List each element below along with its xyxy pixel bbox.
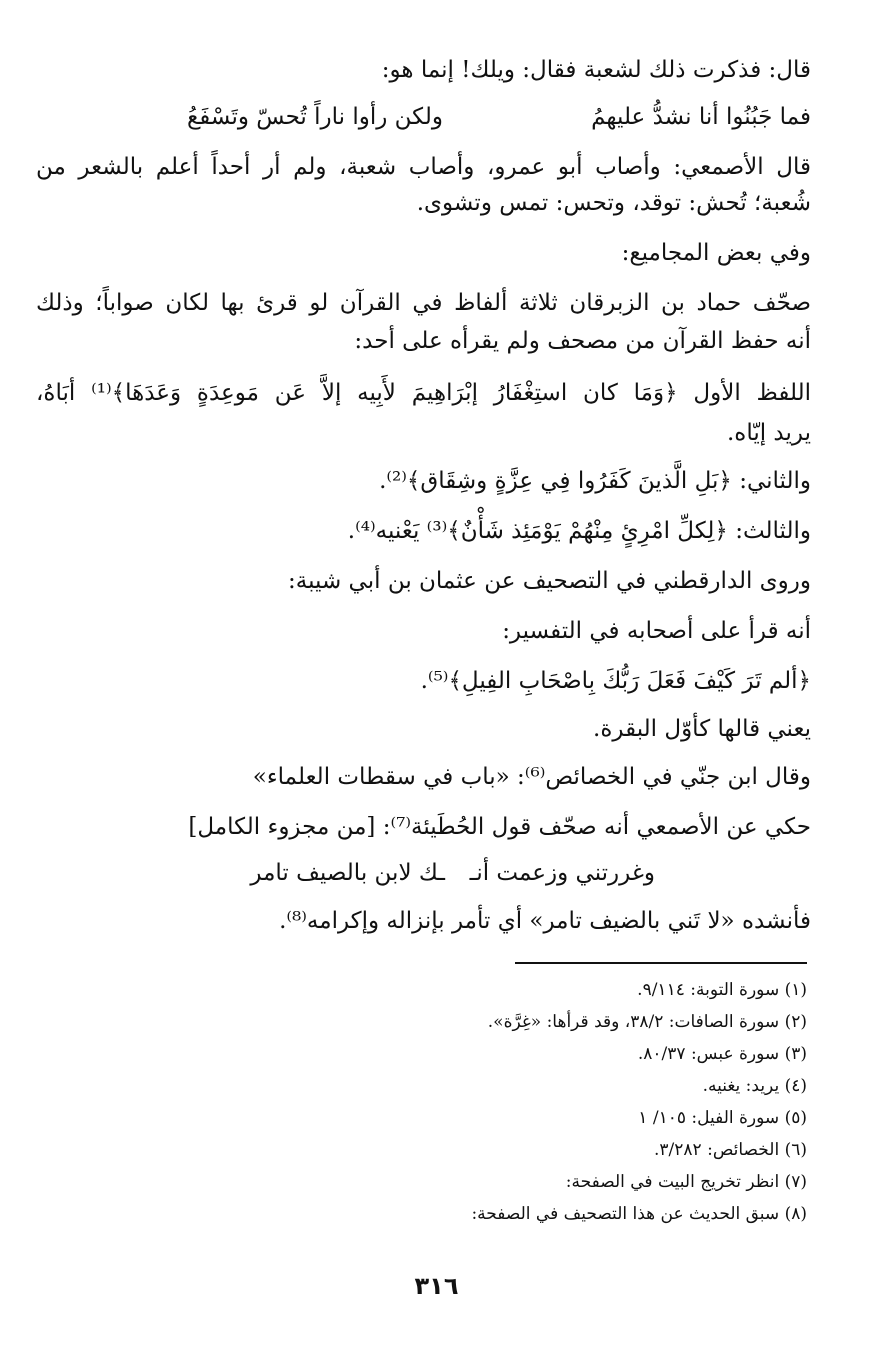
quran-quote-line: ﴿ألم تَرَ كَيْفَ فَعَلَ رَبُّكَ بِاصْحَابِ الفِيلِ﴾⁽⁵⁾. <box>420 668 811 694</box>
text-line: صحّف حماد بن الزبرقان ثلاثة ألفاظ في القرآن لو قرئ بها لكان صواباً؛ وذلك <box>36 290 811 316</box>
text-line: حكي عن الأصمعي أنه صحّف قول الحُطَيئة⁽⁷⁾: [من مجزوء الكامل] <box>188 814 811 840</box>
text-line: قال الأصمعي: وأصاب أبو عمرو، وأصاب شعبة، ولم أر أحداً أعلم بالشعر من <box>36 154 811 180</box>
footnote-divider <box>515 962 807 964</box>
text-line: وروى الدارقطني في التصحيف عن عثمان بن أبي شيبة: <box>288 568 811 594</box>
footnote: (٤) يريد: يغنيه. <box>702 1076 807 1096</box>
quran-quote-line: اللفظ الأول ﴿وَمَا كان استِغْفَارُ إبْرَاهِيمَ لأَبِيه إلاَّ عَن مَوعِدَةٍ وَعَدَهَا﴾⁽¹⁾ أبَاهُ، <box>36 380 811 406</box>
footnote: (٢) سورة الصافات: ٣٨/٢، وقد قرأها: «غِرَّة». <box>487 1012 807 1032</box>
text-line: وفي بعض المجاميع: <box>621 240 811 266</box>
verse-hemistich-second: ـك لابن بالصيف تامر <box>250 860 445 886</box>
footnote: (٨) سبق الحديث عن هذا التصحيف في الصفحة: <box>471 1204 807 1224</box>
text-line: أنه قرأ على أصحابه في التفسير: <box>502 618 811 644</box>
text-line: وقال ابن جنّي في الخصائص⁽⁶⁾: «باب في سقطات العلماء» <box>252 764 811 790</box>
text-line: أنه حفظ القرآن من مصحف ولم يقرأه على أحد: <box>354 328 811 354</box>
text-line: قال: فذكرت ذلك لشعبة فقال: ويلك! إنما هو: <box>381 57 811 83</box>
text-line: فأنشده «لا تَني بالضيف تامر» أي تأمر بإنزاله وإكرامه⁽⁸⁾. <box>279 908 811 934</box>
verse-hemistich-second: ولكن رأوا ناراً تُحسّ وتَسْفَعُ <box>187 104 443 130</box>
verse-hemistich-first: وغررتني وزعمت أنـ <box>469 860 655 886</box>
text-line: يريد إيّاه. <box>726 420 811 446</box>
footnote: (٣) سورة عبس: ٨٠/٣٧. <box>637 1044 807 1064</box>
quran-quote-line: والثالث: ﴿لِكلِّ امْرِئٍ مِنْهُمْ يَوْمَئِذ شَأْنٌ﴾⁽³⁾ يَعْنيه⁽⁴⁾. <box>347 518 811 544</box>
text-line: شُعبة؛ تُحش: توقد، وتحس: تمس وتشوى. <box>416 190 811 216</box>
text-line: يعني قالها كأوّل البقرة. <box>593 716 811 742</box>
page-number: ٣١٦ <box>414 1272 459 1300</box>
footnote: (٦) الخصائص: ٣/٢٨٢. <box>654 1140 807 1160</box>
footnote: (١) سورة التوبة: ٩/١١٤. <box>637 980 807 1000</box>
quran-quote-line: والثاني: ﴿بَلِ الَّذينَ كَفَرُوا فِي عِزَّةٍ وشِقَاق﴾⁽²⁾. <box>379 468 811 494</box>
footnote: (٥) سورة الفيل: ١٠٥/ ١ <box>638 1108 807 1128</box>
footnote: (٧) انظر تخريج البيت في الصفحة: <box>565 1172 807 1192</box>
verse-hemistich-first: فما جَبُنُوا أنا نشدُّ عليهمُ <box>591 104 811 130</box>
